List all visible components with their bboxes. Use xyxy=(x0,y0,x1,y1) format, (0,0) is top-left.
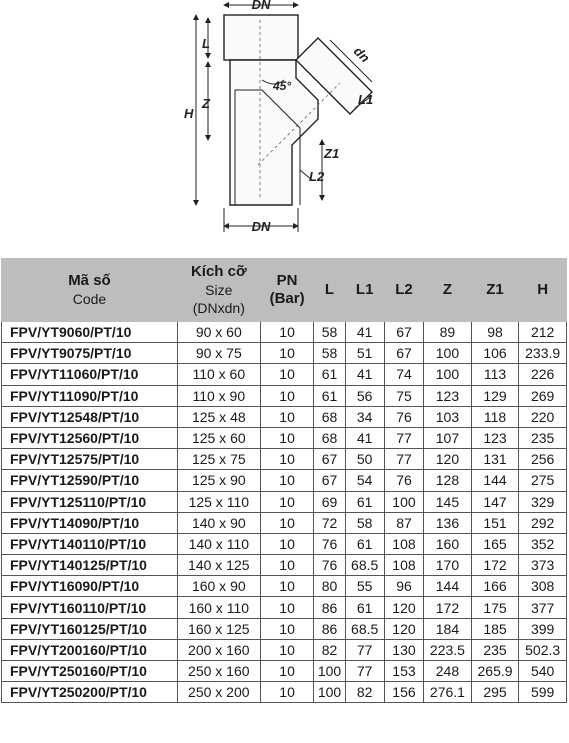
cell-l2: 120 xyxy=(384,618,423,639)
cell-l2: 130 xyxy=(384,639,423,660)
cell-h: 329 xyxy=(519,491,567,512)
cell-z1: 166 xyxy=(471,576,519,597)
cell-size: 90 x 75 xyxy=(177,343,260,364)
fitting-diagram xyxy=(0,0,569,258)
cell-z: 223.5 xyxy=(424,639,472,660)
cell-z1: 147 xyxy=(471,491,519,512)
cell-z1: 151 xyxy=(471,512,519,533)
cell-z: 248 xyxy=(424,661,472,682)
cell-z1: 175 xyxy=(471,597,519,618)
cell-z: 136 xyxy=(424,512,472,533)
cell-size: 110 x 60 xyxy=(177,364,260,385)
cell-code: FPV/YT14090/PT/10 xyxy=(2,512,178,533)
cell-h: 502.3 xyxy=(519,639,567,660)
cell-l2: 77 xyxy=(384,427,423,448)
cell-l: 72 xyxy=(314,512,345,533)
table-row xyxy=(2,343,567,364)
cell-code: FPV/YT12560/PT/10 xyxy=(2,427,178,448)
cell-size: 200 x 160 xyxy=(177,639,260,660)
cell-l2: 156 xyxy=(384,682,423,703)
cell-h: 220 xyxy=(519,406,567,427)
cell-l1: 34 xyxy=(345,406,384,427)
cell-l1: 61 xyxy=(345,533,384,554)
dn-bottom-label: DN xyxy=(251,219,271,234)
cell-l: 80 xyxy=(314,576,345,597)
cell-l2: 76 xyxy=(384,470,423,491)
header-z1: Z1 xyxy=(471,259,519,322)
cell-l: 69 xyxy=(314,491,345,512)
table-row xyxy=(2,406,567,427)
cell-z: 100 xyxy=(424,364,472,385)
cell-l: 61 xyxy=(314,385,345,406)
table-row xyxy=(2,427,567,448)
top-socket xyxy=(224,15,298,60)
cell-pn: 10 xyxy=(260,576,314,597)
cell-pn: 10 xyxy=(260,533,314,554)
l-label: L xyxy=(202,36,210,51)
table-row xyxy=(2,533,567,554)
table-row xyxy=(2,491,567,512)
cell-code: FPV/YT250160/PT/10 xyxy=(2,661,178,682)
cell-l1: 77 xyxy=(345,661,384,682)
cell-code: FPV/YT160110/PT/10 xyxy=(2,597,178,618)
cell-l: 58 xyxy=(314,343,345,364)
cell-z1: 113 xyxy=(471,364,519,385)
angle-label: 45° xyxy=(273,79,292,93)
cell-size: 140 x 110 xyxy=(177,533,260,554)
cell-h: 233.9 xyxy=(519,343,567,364)
header-pn: PN (Bar) xyxy=(260,259,314,322)
cell-pn: 10 xyxy=(260,661,314,682)
cell-l2: 87 xyxy=(384,512,423,533)
cell-z1: 172 xyxy=(471,555,519,576)
cell-z1: 123 xyxy=(471,427,519,448)
cell-h: 399 xyxy=(519,618,567,639)
cell-l1: 51 xyxy=(345,343,384,364)
cell-size: 90 x 60 xyxy=(177,322,260,343)
cell-h: 256 xyxy=(519,449,567,470)
cell-code: FPV/YT11060/PT/10 xyxy=(2,364,178,385)
cell-h: 269 xyxy=(519,385,567,406)
cell-code: FPV/YT140110/PT/10 xyxy=(2,533,178,554)
table-row xyxy=(2,322,567,343)
cell-z: 170 xyxy=(424,555,472,576)
cell-size: 160 x 125 xyxy=(177,618,260,639)
cell-code: FPV/YT12548/PT/10 xyxy=(2,406,178,427)
cell-pn: 10 xyxy=(260,343,314,364)
cell-pn: 10 xyxy=(260,618,314,639)
cell-z1: 235 xyxy=(471,639,519,660)
cell-z: 184 xyxy=(424,618,472,639)
cell-l: 86 xyxy=(314,597,345,618)
cell-z: 123 xyxy=(424,385,472,406)
cell-z: 89 xyxy=(424,322,472,343)
cell-l2: 67 xyxy=(384,343,423,364)
pipe-outline xyxy=(224,15,372,205)
cell-code: FPV/YT16090/PT/10 xyxy=(2,576,178,597)
cell-l1: 54 xyxy=(345,470,384,491)
cell-z: 160 xyxy=(424,533,472,554)
cell-pn: 10 xyxy=(260,512,314,533)
cell-l: 68 xyxy=(314,406,345,427)
cell-pn: 10 xyxy=(260,470,314,491)
cell-code: FPV/YT9075/PT/10 xyxy=(2,343,178,364)
cell-size: 250 x 200 xyxy=(177,682,260,703)
h-label: H xyxy=(184,106,194,121)
cell-l: 100 xyxy=(314,682,345,703)
cell-pn: 10 xyxy=(260,406,314,427)
cell-size: 160 x 110 xyxy=(177,597,260,618)
cell-l2: 100 xyxy=(384,491,423,512)
cell-code: FPV/YT125110/PT/10 xyxy=(2,491,178,512)
cell-z: 120 xyxy=(424,449,472,470)
cell-code: FPV/YT140125/PT/10 xyxy=(2,555,178,576)
cell-l1: 58 xyxy=(345,512,384,533)
cell-l1: 82 xyxy=(345,682,384,703)
cell-pn: 10 xyxy=(260,597,314,618)
cell-z: 276.1 xyxy=(424,682,472,703)
cell-l1: 77 xyxy=(345,639,384,660)
cell-pn: 10 xyxy=(260,449,314,470)
cell-l1: 68.5 xyxy=(345,555,384,576)
cell-pn: 10 xyxy=(260,364,314,385)
z1-label: Z1 xyxy=(324,146,340,161)
cell-l: 68 xyxy=(314,427,345,448)
dn-branch-label: dn xyxy=(350,43,373,66)
cell-l: 67 xyxy=(314,470,345,491)
cell-z1: 144 xyxy=(471,470,519,491)
header-l1: L1 xyxy=(345,259,384,322)
l2-label: L2 xyxy=(309,169,325,184)
cell-size: 125 x 90 xyxy=(177,470,260,491)
cell-z: 107 xyxy=(424,427,472,448)
cell-l: 100 xyxy=(314,661,345,682)
cell-l: 61 xyxy=(314,364,345,385)
dimension-table xyxy=(1,258,567,703)
cell-size: 125 x 110 xyxy=(177,491,260,512)
cell-code: FPV/YT9060/PT/10 xyxy=(2,322,178,343)
cell-z1: 118 xyxy=(471,406,519,427)
table-row xyxy=(2,449,567,470)
cell-pn: 10 xyxy=(260,427,314,448)
cell-h: 373 xyxy=(519,555,567,576)
cell-z1: 131 xyxy=(471,449,519,470)
cell-pn: 10 xyxy=(260,639,314,660)
cell-l1: 68.5 xyxy=(345,618,384,639)
cell-code: FPV/YT160125/PT/10 xyxy=(2,618,178,639)
cell-l2: 108 xyxy=(384,555,423,576)
cell-l2: 120 xyxy=(384,597,423,618)
cell-h: 212 xyxy=(519,322,567,343)
cell-l: 82 xyxy=(314,639,345,660)
cell-z1: 98 xyxy=(471,322,519,343)
cell-l: 67 xyxy=(314,449,345,470)
cell-z: 144 xyxy=(424,576,472,597)
table-row xyxy=(2,597,567,618)
cell-h: 292 xyxy=(519,512,567,533)
cell-l1: 41 xyxy=(345,427,384,448)
cell-z: 128 xyxy=(424,470,472,491)
cell-z: 172 xyxy=(424,597,472,618)
table-row xyxy=(2,364,567,385)
header-size: Kích cỡ Size (DNxdn) xyxy=(177,259,260,322)
cell-pn: 10 xyxy=(260,555,314,576)
cell-l2: 76 xyxy=(384,406,423,427)
z-label: Z xyxy=(202,96,210,111)
cell-z1: 165 xyxy=(471,533,519,554)
cell-l1: 56 xyxy=(345,385,384,406)
cell-z1: 185 xyxy=(471,618,519,639)
cell-l2: 74 xyxy=(384,364,423,385)
cell-l1: 50 xyxy=(345,449,384,470)
cell-code: FPV/YT11090/PT/10 xyxy=(2,385,178,406)
cell-l1: 41 xyxy=(345,364,384,385)
cell-h: 540 xyxy=(519,661,567,682)
header-h: H xyxy=(519,259,567,322)
cell-size: 140 x 90 xyxy=(177,512,260,533)
cell-l2: 108 xyxy=(384,533,423,554)
cell-h: 377 xyxy=(519,597,567,618)
cell-h: 599 xyxy=(519,682,567,703)
cell-l: 86 xyxy=(314,618,345,639)
cell-z: 145 xyxy=(424,491,472,512)
cell-code: FPV/YT12575/PT/10 xyxy=(2,449,178,470)
cell-l2: 96 xyxy=(384,576,423,597)
table-row xyxy=(2,661,567,682)
cell-h: 235 xyxy=(519,427,567,448)
cell-h: 226 xyxy=(519,364,567,385)
cell-z: 103 xyxy=(424,406,472,427)
table-row xyxy=(2,470,567,491)
table-row xyxy=(2,618,567,639)
cell-z1: 295 xyxy=(471,682,519,703)
table-row xyxy=(2,555,567,576)
cell-h: 352 xyxy=(519,533,567,554)
cell-l1: 61 xyxy=(345,597,384,618)
cell-size: 125 x 48 xyxy=(177,406,260,427)
cell-code: FPV/YT12590/PT/10 xyxy=(2,470,178,491)
dn-top-label: DN xyxy=(251,0,271,12)
cell-code: FPV/YT250200/PT/10 xyxy=(2,682,178,703)
cell-l1: 55 xyxy=(345,576,384,597)
cell-z1: 265.9 xyxy=(471,661,519,682)
cell-l: 58 xyxy=(314,322,345,343)
cell-l2: 153 xyxy=(384,661,423,682)
cell-z1: 106 xyxy=(471,343,519,364)
cell-l2: 77 xyxy=(384,449,423,470)
header-l: L xyxy=(314,259,345,322)
table-row xyxy=(2,682,567,703)
table-header-row xyxy=(2,259,567,322)
cell-z1: 129 xyxy=(471,385,519,406)
table-row xyxy=(2,512,567,533)
l1-label: L1 xyxy=(358,92,374,107)
cell-l1: 61 xyxy=(345,491,384,512)
cell-pn: 10 xyxy=(260,322,314,343)
table-row xyxy=(2,385,567,406)
cell-h: 275 xyxy=(519,470,567,491)
table-row xyxy=(2,639,567,660)
cell-l: 76 xyxy=(314,533,345,554)
cell-size: 110 x 90 xyxy=(177,385,260,406)
cell-pn: 10 xyxy=(260,682,314,703)
cell-l2: 67 xyxy=(384,322,423,343)
header-z: Z xyxy=(424,259,472,322)
cell-l: 76 xyxy=(314,555,345,576)
cell-size: 160 x 90 xyxy=(177,576,260,597)
table-row xyxy=(2,576,567,597)
header-l2: L2 xyxy=(384,259,423,322)
cell-l1: 41 xyxy=(345,322,384,343)
cell-z: 100 xyxy=(424,343,472,364)
cell-size: 140 x 125 xyxy=(177,555,260,576)
cell-size: 125 x 75 xyxy=(177,449,260,470)
header-code: Mã số Code xyxy=(2,259,178,322)
cell-size: 125 x 60 xyxy=(177,427,260,448)
cell-pn: 10 xyxy=(260,491,314,512)
cell-size: 250 x 160 xyxy=(177,661,260,682)
cell-l2: 75 xyxy=(384,385,423,406)
cell-h: 308 xyxy=(519,576,567,597)
cell-pn: 10 xyxy=(260,385,314,406)
cell-code: FPV/YT200160/PT/10 xyxy=(2,639,178,660)
